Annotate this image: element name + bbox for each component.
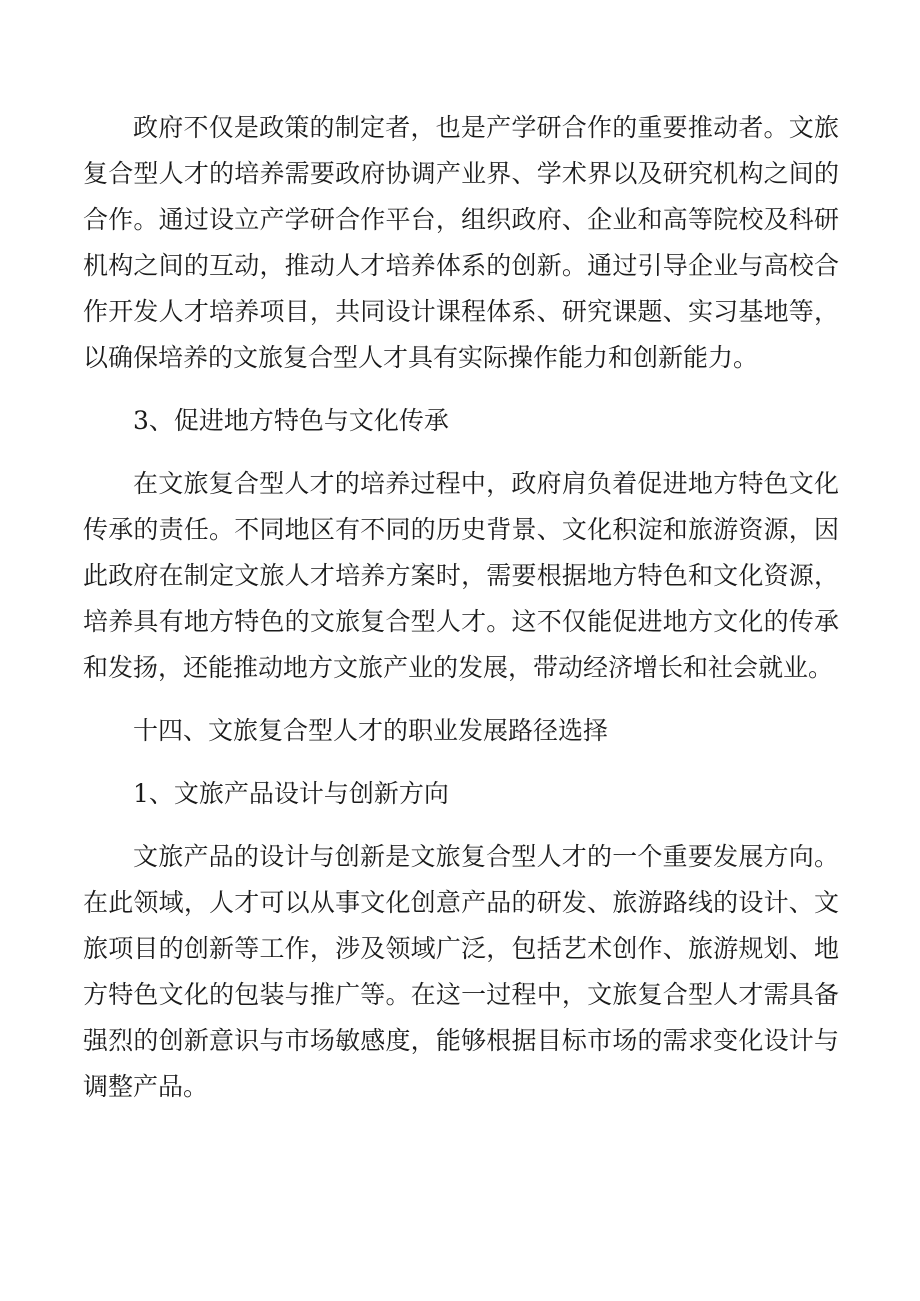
paragraph-government-cooperation: 政府不仅是政策的制定者，也是产学研合作的重要推动者。文旅复合型人才的培养需要政府协调产业界、学术界以及研究机构之间的合作。通过设立产学研合作平台，组织政府、企业和高等院校及科研机构之间的互动，推动人才培养体系的创新。通过引导企业与高校合作开发人才培养项目，共同设计课程体系、研究课题、实习基地等，以确保培养的文旅复合型人才具有实际操作能力和创新能力。 <box>83 113 839 372</box>
chapter-heading-career-path: 十四、文旅复合型人才的职业发展路径选择 <box>133 716 609 745</box>
section-heading-local-culture: 3、促进地方特色与文化传承 <box>133 406 449 435</box>
section-heading-product-design: 1、文旅产品设计与创新方向 <box>133 779 449 808</box>
document-body <box>83 105 839 1110</box>
paragraph-product-design: 文旅产品的设计与创新是文旅复合型人才的一个重要发展方向。在此领域，人才可以从事文化创意产品的研发、旅游路线的设计、文旅项目的创新等工作，涉及领域广泛，包括艺术创作、旅游规划、地方特色文化的包装与推广等。在这一过程中，文旅复合型人才需具备强烈的创新意识与市场敏感度，能够根据目标市场的需求变化设计与调整产品。 <box>83 842 839 1101</box>
paragraph-local-culture: 在文旅复合型人才的培养过程中，政府肩负着促进地方特色文化传承的责任。不同地区有不同的历史背景、文化积淀和旅游资源，因此政府在制定文旅人才培养方案时，需要根据地方特色和文化资源，培养具有地方特色的文旅复合型人才。这不仅能促进地方文化的传承和发扬，还能推动地方文旅产业的发展，带动经济增长和社会就业。 <box>83 469 839 682</box>
